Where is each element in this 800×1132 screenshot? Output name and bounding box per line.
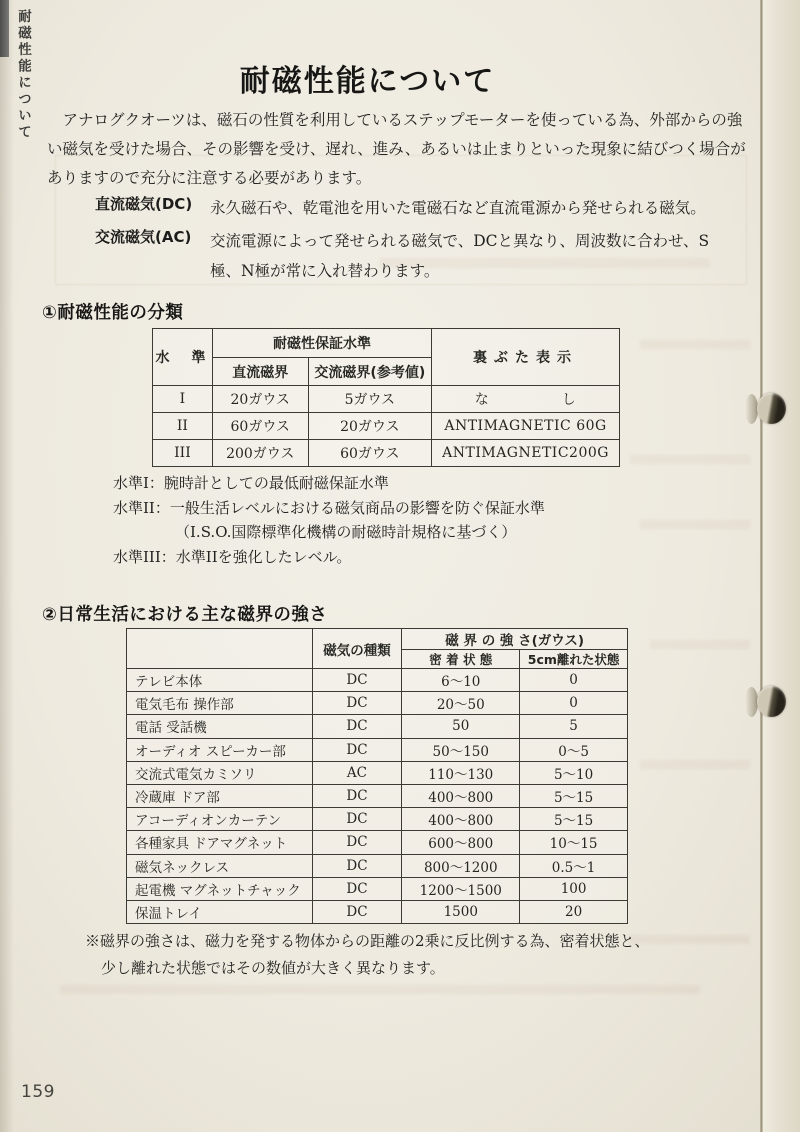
table-row <box>127 692 628 715</box>
page-left-edge-shadow <box>0 0 14 1132</box>
type-cell: DC <box>312 900 402 923</box>
table-row <box>127 784 628 807</box>
table-row <box>153 440 620 467</box>
contact-cell: 110〜130 <box>402 761 520 784</box>
definition-dc-description: 永久磁石や、乾電池を用いた電磁石など直流電源から発せられる磁気。 <box>210 199 706 217</box>
note-line: 水準II：一般生活レベルにおける磁気商品の影響を防ぐ保証水準 <box>113 498 545 517</box>
item-cell: 各種家具 ドアマグネット <box>127 831 313 854</box>
caseback-cell: ANTIMAGNETIC200G <box>432 440 620 467</box>
item-cell: 起電機 マグネットチャック <box>127 877 313 900</box>
definition-ac-term: 交流磁気(AC) <box>95 228 192 246</box>
bleedthrough-line <box>650 640 750 649</box>
col-header-contact: 密 着 状 態 <box>402 650 520 669</box>
table-row <box>127 715 628 738</box>
apart-cell: 5〜15 <box>520 808 628 831</box>
caseback-cell: な し <box>432 386 620 413</box>
binder-hole-top <box>757 393 786 424</box>
apart-cell: 0〜5 <box>520 738 628 761</box>
page-fold-line <box>760 0 763 1132</box>
level-cell: I <box>153 386 213 413</box>
apart-cell: 5〜10 <box>520 761 628 784</box>
type-cell: DC <box>312 831 402 854</box>
contact-cell: 1200〜1500 <box>402 877 520 900</box>
level-cell: II <box>153 413 213 440</box>
page-number: 159 <box>21 1082 55 1102</box>
item-cell: 電気毛布 操作部 <box>127 692 313 715</box>
bleedthrough-line <box>640 760 750 769</box>
definition-dc-term: 直流磁気(DC) <box>95 195 193 213</box>
intro-paragraph: アナログクオーツは、磁石の性質を利用しているステップモーターを使っている為、外部からの強い磁気を受けた場合、その影響を受け、遅れ、進み、あるいは止まりといった現象に結びつく場合がありますので充分に注意する必要があります。 <box>47 111 746 187</box>
table-row <box>127 738 628 761</box>
contact-cell: 1500 <box>402 900 520 923</box>
ac-cell: 20ガウス <box>308 413 432 440</box>
table-row <box>127 877 628 900</box>
type-cell: DC <box>312 877 402 900</box>
bleedthrough-line <box>630 455 750 464</box>
bleedthrough-line <box>60 985 700 994</box>
next-page-edge <box>763 0 800 1132</box>
col-header-strength: 磁 界 の 強 さ(ガウス) <box>402 629 628 650</box>
note-line: 水準I：腕時計としての最低耐磁保証水準 <box>113 474 389 492</box>
apart-cell: 0 <box>520 669 628 692</box>
table-row <box>127 808 628 831</box>
table-row <box>127 900 628 923</box>
bleedthrough-line <box>640 520 750 529</box>
item-cell: 電話 受話機 <box>127 715 313 738</box>
page-title: 耐磁性能について <box>239 64 496 99</box>
note-line: （I.S.O.国際標準化機構の耐磁時計規格に基づく） <box>175 523 517 541</box>
definition-ac-description: 交流電源によって発せられる磁気で、DCと異なり、周波数に合わせ、S極、N極が常に入れ替わります。 <box>210 232 710 280</box>
contact-cell: 50〜150 <box>402 738 520 761</box>
contact-cell: 400〜800 <box>402 808 520 831</box>
item-cell: 保温トレイ <box>127 900 313 923</box>
apart-cell: 0.5〜1 <box>520 854 628 877</box>
type-cell: DC <box>312 738 402 761</box>
item-cell: 冷蔵庫 ドア部 <box>127 784 313 807</box>
apart-cell: 0 <box>520 692 628 715</box>
type-cell: AC <box>312 761 402 784</box>
contact-cell: 20〜50 <box>402 692 520 715</box>
apart-cell: 10〜15 <box>520 831 628 854</box>
level-notes <box>113 471 545 569</box>
ac-cell: 60ガウス <box>308 440 432 467</box>
item-cell: オーディオ スピーカー部 <box>127 738 313 761</box>
apart-cell: 5 <box>520 715 628 738</box>
item-cell: アコーディオンカーテン <box>127 808 313 831</box>
ac-cell: 5ガウス <box>308 386 432 413</box>
section1-heading: ①耐磁性能の分類 <box>42 303 184 323</box>
type-cell: DC <box>312 669 402 692</box>
table-row <box>127 854 628 877</box>
col-header-item <box>127 629 313 669</box>
table-row <box>127 761 628 784</box>
item-cell: 磁気ネックレス <box>127 854 313 877</box>
table-row <box>153 413 620 440</box>
type-cell: DC <box>312 715 402 738</box>
index-tab <box>0 0 9 57</box>
contact-cell: 6〜10 <box>402 669 520 692</box>
table-row <box>127 669 628 692</box>
dc-cell: 20ガウス <box>212 386 308 413</box>
field-strength-table <box>126 628 628 924</box>
type-cell: DC <box>312 854 402 877</box>
col-header-caseback: 裏ぶた表示 <box>432 329 620 386</box>
col-header-ac-field: 交流磁界(参考値) <box>308 358 432 386</box>
level-cell: III <box>153 440 213 467</box>
binder-hole-bottom <box>757 686 786 717</box>
apart-cell: 100 <box>520 877 628 900</box>
contact-cell: 50 <box>402 715 520 738</box>
col-header-level: 水 準 <box>153 329 213 386</box>
col-header-type: 磁気の種類 <box>312 629 402 669</box>
dc-cell: 200ガウス <box>212 440 308 467</box>
footnote: ※磁界の強さは、磁力を発する物体からの距離の2乗に反比例する為、密着状態と、少し離れた状態ではその数値が大きく異なります。 <box>85 932 650 977</box>
item-cell: 交流式電気カミソリ <box>127 761 313 784</box>
col-header-dc-field: 直流磁界 <box>212 358 308 386</box>
table-row <box>127 831 628 854</box>
col-header-guarantee: 耐磁性保証水準 <box>212 329 431 358</box>
note-line: 水準III：水準IIを強化したレベル。 <box>113 547 352 566</box>
table-row <box>153 386 620 413</box>
type-cell: DC <box>312 808 402 831</box>
type-cell: DC <box>312 692 402 715</box>
apart-cell: 20 <box>520 900 628 923</box>
antimagnetic-classification-table <box>152 328 620 467</box>
contact-cell: 600〜800 <box>402 831 520 854</box>
side-tab-label: 耐磁性能について <box>15 9 31 141</box>
col-header-5cm: 5cm離れた状態 <box>520 650 628 669</box>
type-cell: DC <box>312 784 402 807</box>
section2-heading: ②日常生活における主な磁界の強さ <box>42 605 328 625</box>
contact-cell: 400〜800 <box>402 784 520 807</box>
caseback-cell: ANTIMAGNETIC 60G <box>432 413 620 440</box>
apart-cell: 5〜15 <box>520 784 628 807</box>
dc-cell: 60ガウス <box>212 413 308 440</box>
bleedthrough-line <box>640 340 750 349</box>
contact-cell: 800〜1200 <box>402 854 520 877</box>
item-cell: テレビ本体 <box>127 669 313 692</box>
